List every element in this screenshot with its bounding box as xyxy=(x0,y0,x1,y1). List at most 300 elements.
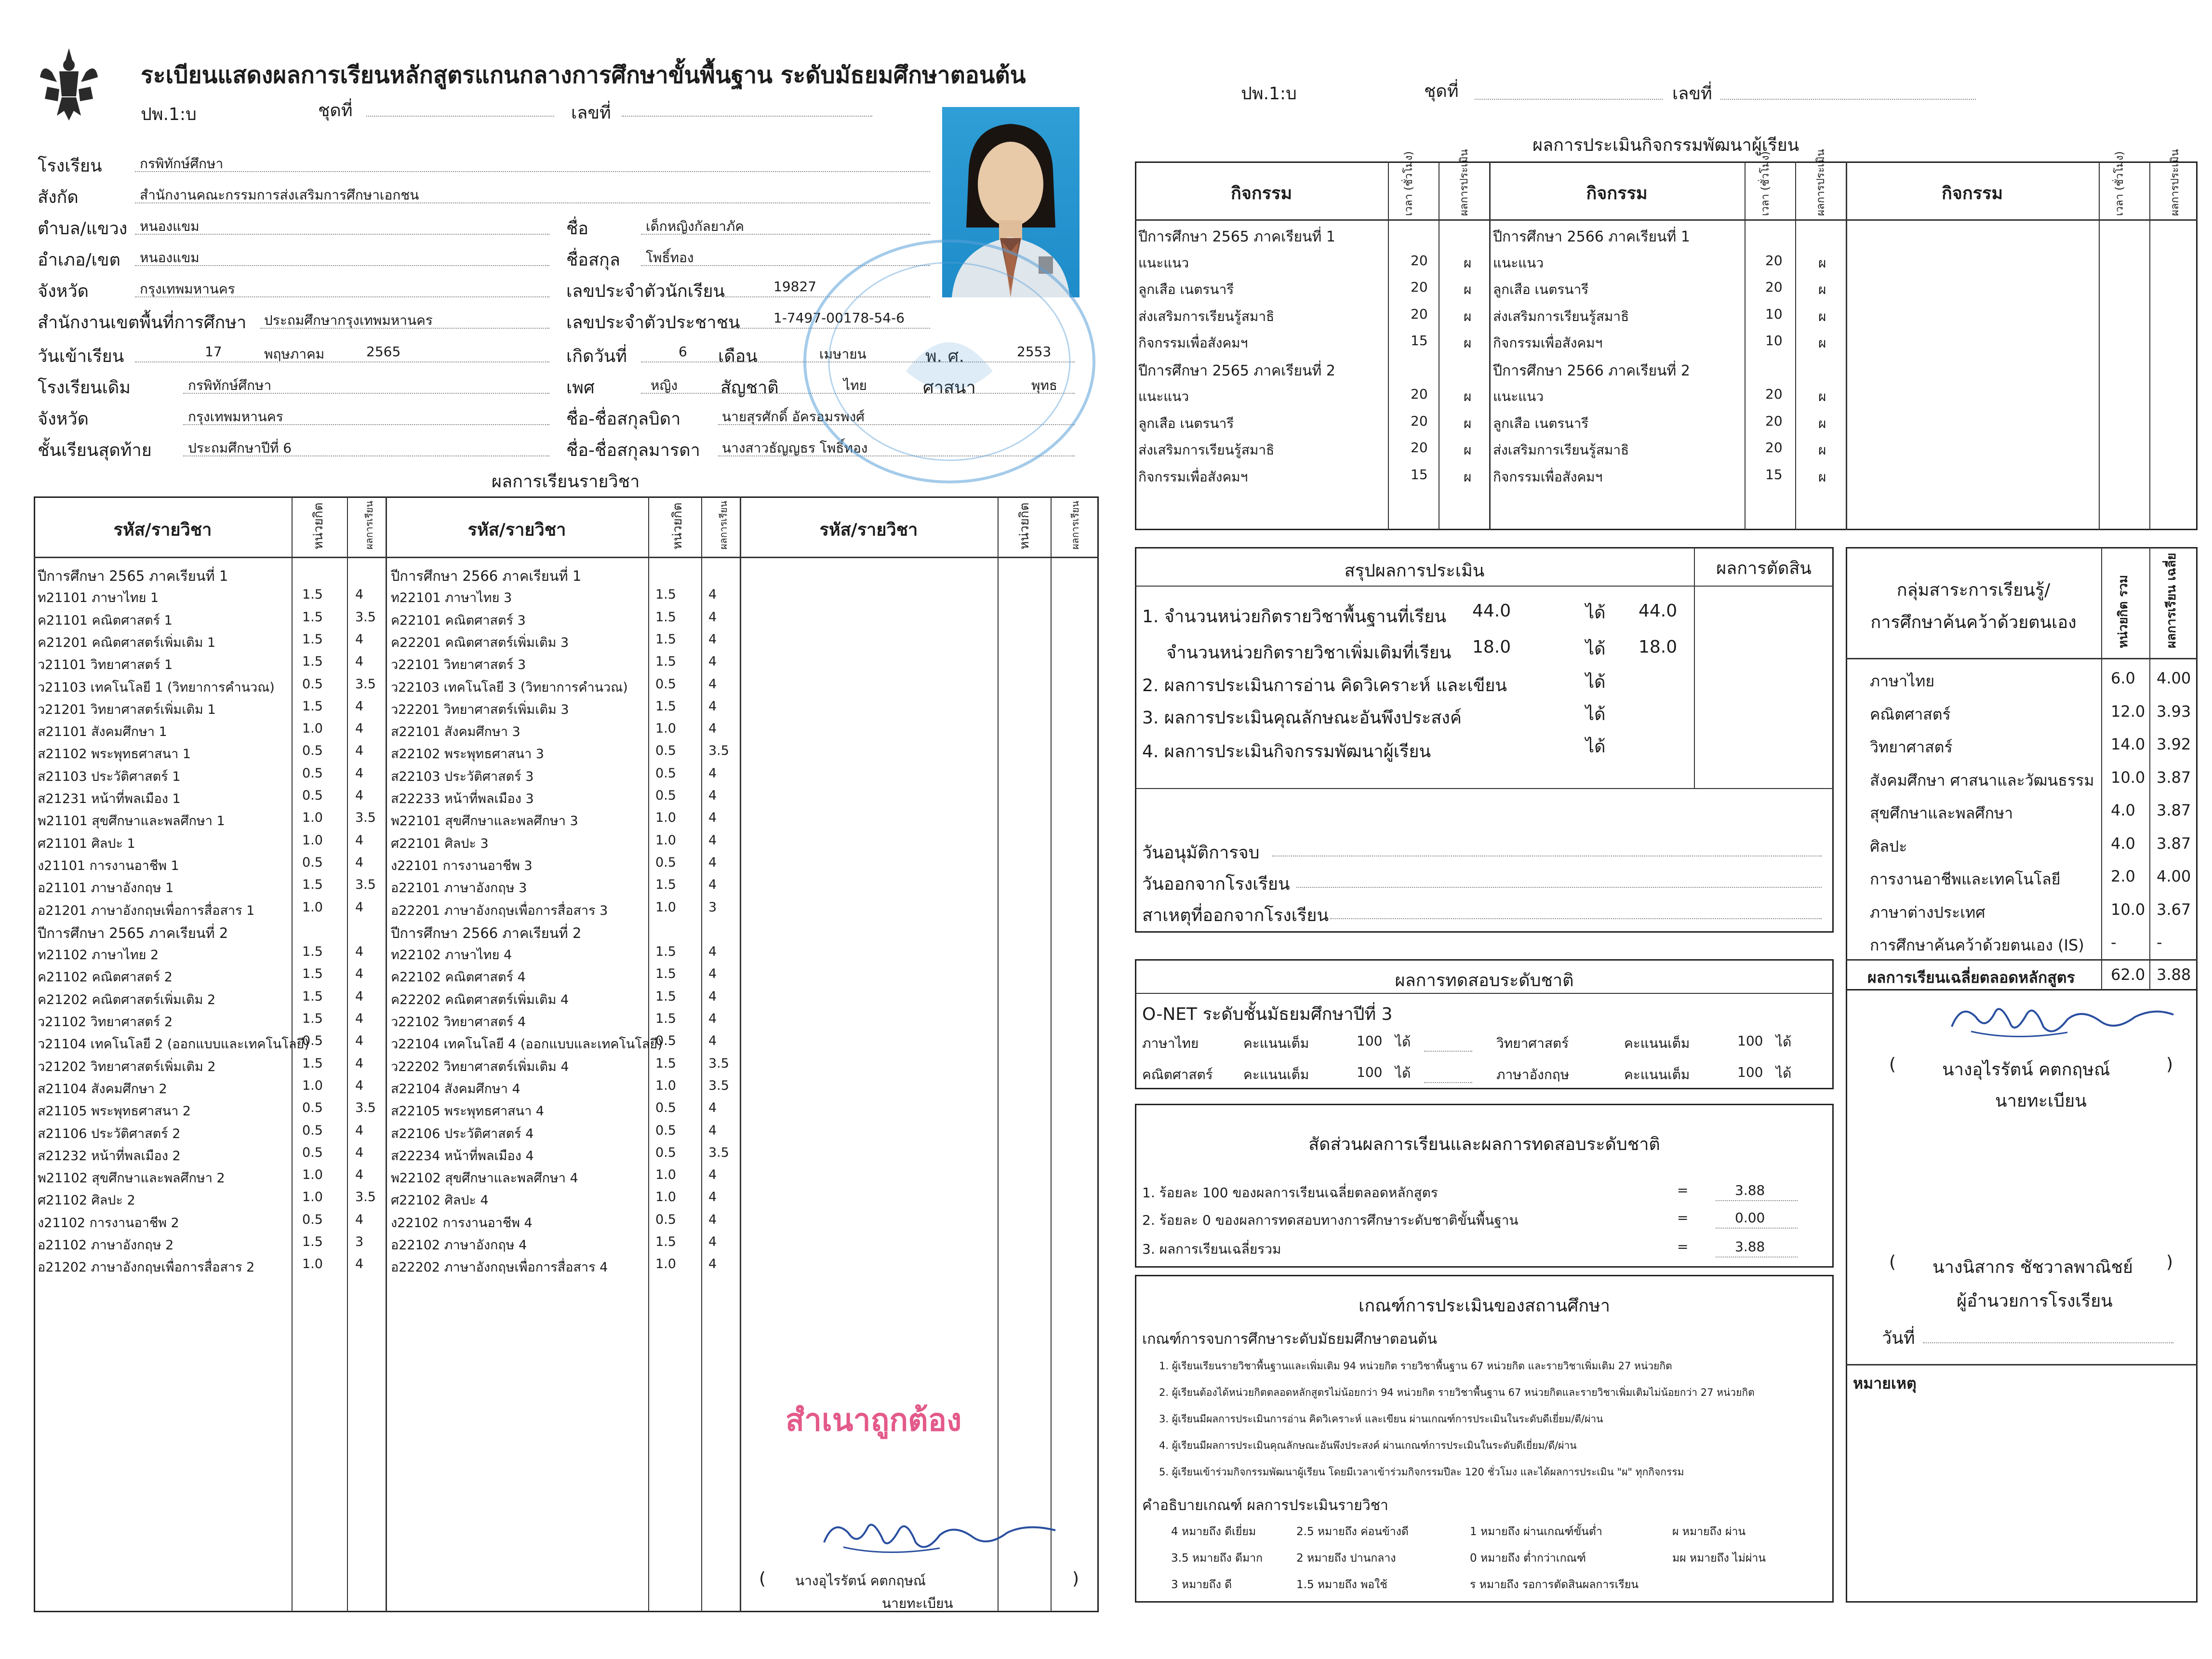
grade-credit: 0.5 xyxy=(302,1100,323,1116)
registrar-right-paren-left: ( xyxy=(1889,1055,1896,1074)
criteria-item: 4. ผู้เรียนมีผลการประเมินคุณลักษณะอันพึงประสงค์ ผ่านเกณฑ์การประเมินในระดับดีเยี่ยม/ดี/ผ่าน xyxy=(1159,1440,1577,1451)
grade-credit: 1.0 xyxy=(302,1167,323,1183)
grade-result: 4 xyxy=(708,877,717,893)
grade-credit: 1.5 xyxy=(655,631,676,647)
activity-hours: 20 xyxy=(1411,252,1428,268)
grade-subject: ส22234 หน้าที่พลเมือง 4 xyxy=(391,1148,534,1164)
grade-credit: 1.5 xyxy=(655,587,676,602)
grade-result: 3.5 xyxy=(708,1056,729,1071)
grade-result: 4 xyxy=(355,743,364,759)
grade-credit: 0.5 xyxy=(655,1100,676,1116)
activity-hours: 15 xyxy=(1411,466,1428,482)
grade-subject: พ21102 สุขศึกษาและพลศึกษา 2 xyxy=(38,1171,225,1186)
grade-subject: ส21103 ประวัติศาสตร์ 1 xyxy=(38,769,181,784)
grades-term-header: ปีการศึกษา 2566 ภาคเรียนที่ 2 xyxy=(391,924,582,941)
grade-credit: 1.0 xyxy=(302,832,323,848)
entry-year: 2565 xyxy=(366,344,401,360)
group-average: 3.87 xyxy=(2157,768,2191,787)
ratio-row-1-eq: = xyxy=(1677,1182,1689,1198)
grade-subject: ค22101 คณิตศาสตร์ 3 xyxy=(391,613,526,628)
director-paren-right: ) xyxy=(2166,1252,2173,1272)
legend-entry: 1.5 หมายถึง พอใช้ xyxy=(1296,1579,1387,1591)
onet-eng-got: ได้ xyxy=(1776,1065,1792,1081)
grade-subject: อ22101 ภาษาอังกฤษ 3 xyxy=(391,881,527,896)
activity-hours: 20 xyxy=(1411,386,1428,402)
onet-sci-full: 100 xyxy=(1737,1033,1763,1049)
activities-col-activity-3: กิจกรรม xyxy=(1941,184,2003,203)
group-credit: 12.0 xyxy=(2111,702,2145,721)
ratio-row-3: 3. ผลการเรียนเฉลี่ยรวม xyxy=(1142,1241,1281,1257)
sex-label: เพศ xyxy=(566,378,595,398)
grade-result: 4 xyxy=(355,944,364,960)
legend-title: คำอธิบายเกณฑ์ ผลการประเมินรายวิชา xyxy=(1142,1497,1388,1514)
grade-result: 4 xyxy=(355,966,364,982)
group-name: ภาษาไทย xyxy=(1870,672,1935,690)
grade-subject: พ22102 สุขศึกษาและพลศึกษา 4 xyxy=(391,1171,578,1186)
grade-credit: 1.5 xyxy=(655,698,676,714)
activity-hours: 20 xyxy=(1411,279,1428,295)
summary-row-3: 3. ผลการประเมินคุณลักษณะอันพึงประสงค์ xyxy=(1142,708,1462,728)
grade-result: 4 xyxy=(708,1190,717,1205)
grade-result: 4 xyxy=(355,989,364,1004)
grade-result: 3.5 xyxy=(355,1190,376,1205)
previous-province-value: กรุงเทพมหานคร xyxy=(188,409,283,425)
activity-result: ผ xyxy=(1464,415,1472,431)
grade-result: 4 xyxy=(355,1078,364,1093)
activity-name: ส่งเสริมการเรียนรู้สมาธิ xyxy=(1493,442,1629,458)
activity-term-header: ปีการศึกษา 2565 ภาคเรียนที่ 2 xyxy=(1138,362,1335,379)
summary-row-1-earned: 44.0 xyxy=(1639,601,1678,621)
activity-name: ส่งเสริมการเรียนรู้สมาธิ xyxy=(1138,308,1275,324)
school-label: โรงเรียน xyxy=(38,156,102,176)
grade-subject: อ21101 ภาษาอังกฤษ 1 xyxy=(38,881,174,896)
garuda-emblem-icon xyxy=(38,43,100,123)
activity-result: ผ xyxy=(1818,254,1826,271)
grades-col-subject-2: รหัส/รายวิชา xyxy=(467,520,566,540)
criteria-title: เกณฑ์การประเมินของสถานศึกษา xyxy=(1359,1296,1610,1316)
grade-credit: 1.0 xyxy=(655,1078,676,1093)
grade-result: 3.5 xyxy=(708,1145,729,1160)
group-credit: 10.0 xyxy=(2111,768,2145,787)
grades-col-credit-3: หน่วยกิต xyxy=(1017,502,1032,549)
grade-subject: อ21202 ภาษาอังกฤษเพื่อการสื่อสาร 2 xyxy=(38,1260,255,1275)
grade-credit: 1.5 xyxy=(655,1234,676,1249)
criteria-subtitle: เกณฑ์การจบการศึกษาระดับมัธยมศึกษาตอนต้น xyxy=(1142,1331,1437,1348)
grade-credit: 1.5 xyxy=(302,989,323,1004)
set-label: ชุดที่ xyxy=(318,101,353,120)
grade-result: 4 xyxy=(708,1212,717,1227)
last-grade-value: ประถมศึกษาปีที่ 6 xyxy=(188,440,292,456)
grade-credit: 1.5 xyxy=(302,877,323,893)
activities-title: ผลการประเมินกิจกรรมพัฒนาผู้เรียน xyxy=(1532,135,1799,155)
activities-col-activity-1: กิจกรรม xyxy=(1230,184,1293,203)
group-credit: 6.0 xyxy=(2111,669,2135,687)
grade-result: 4 xyxy=(355,587,364,602)
activity-name: ลูกเสือ เนตรนารี xyxy=(1493,281,1589,297)
birth-date-label: เกิดวันที่ xyxy=(566,347,627,366)
activity-result: ผ xyxy=(1818,468,1826,485)
previous-school-label: โรงเรียนเดิม xyxy=(38,378,131,398)
grade-subject: ว21201 วิทยาศาสตร์เพิ่มเติม 1 xyxy=(38,702,216,717)
grade-credit: 0.5 xyxy=(655,855,676,870)
surname-label: ชื่อสกุล xyxy=(566,250,620,270)
activity-hours: 20 xyxy=(1411,413,1428,429)
legend-entry: ร หมายถึง รอการตัดสินผลการเรียน xyxy=(1470,1579,1639,1591)
group-credit: 2.0 xyxy=(2111,867,2135,885)
criteria-item: 5. ผู้เรียนเข้าร่วมกิจกรรมพัฒนาผู้เรียน โดยมีเวลาเข้าร่วมกิจกรรมปีละ 120 ชั่วโมง และได้ผลการประเมิน "ผ" ทุกกิจกรรม xyxy=(1159,1466,1684,1478)
grade-result: 4 xyxy=(708,587,717,602)
grade-subject: ง21102 การงานอาชีพ 2 xyxy=(38,1215,179,1231)
group-credit: 4.0 xyxy=(2111,801,2135,819)
grade-credit: 0.5 xyxy=(655,1145,676,1160)
grades-col-subject-3: รหัส/รายวิชา xyxy=(819,520,918,540)
activity-result: ผ xyxy=(1818,335,1826,351)
grade-credit: 1.0 xyxy=(655,810,676,826)
grade-subject: ว22201 วิทยาศาสตร์เพิ่มเติม 3 xyxy=(391,702,569,717)
grade-subject: พ22101 สุขศึกษาและพลศึกษา 3 xyxy=(391,814,578,829)
grade-credit: 1.5 xyxy=(302,1011,323,1026)
grade-credit: 1.5 xyxy=(655,877,676,893)
province-value: กรุงเทพมหานคร xyxy=(140,281,235,297)
grade-subject: ค21202 คณิตศาสตร์เพิ่มเติม 2 xyxy=(38,992,216,1007)
grade-credit: 1.0 xyxy=(655,1257,676,1272)
summary-row-1x-got-label: ได้ xyxy=(1586,639,1606,659)
grade-result: 4 xyxy=(708,1167,717,1183)
grades-col-credit-2: หน่วยกิต xyxy=(670,502,685,549)
group-credit: - xyxy=(2111,933,2117,951)
ratio-title: สัดส่วนผลการเรียนและผลการทดสอบระดับชาติ xyxy=(1308,1135,1660,1154)
group-name: ศิลปะ xyxy=(1870,837,1907,856)
ratio-row-2-eq: = xyxy=(1677,1210,1689,1226)
activity-result: ผ xyxy=(1464,442,1472,458)
mother-value: นางสาวธัญญธร โพธิ์ทอง xyxy=(722,440,868,456)
activities-col-result-3: ผลการประเมิน xyxy=(2169,149,2181,216)
activity-result: ผ xyxy=(1464,335,1472,351)
nationality-value: ไทย xyxy=(843,377,867,393)
legend-entry: มผ หมายถึง ไม่ผ่าน xyxy=(1672,1552,1766,1565)
grade-result: 4 xyxy=(355,832,364,848)
grade-result: 4 xyxy=(355,788,364,803)
grade-subject: ส21105 พระพุทธศาสนา 2 xyxy=(38,1104,191,1119)
registrar-name-right: นางอุไรรัตน์ คตกฤษณ์ xyxy=(1942,1060,2110,1080)
activities-col-result-1: ผลการประเมิน xyxy=(1458,149,1470,216)
ratio-row-3-eq: = xyxy=(1677,1239,1689,1255)
summary-row-1-got-label: ได้ xyxy=(1586,603,1606,623)
activity-name: แนะแนว xyxy=(1493,388,1544,404)
activity-result: ผ xyxy=(1464,281,1472,297)
grades-table xyxy=(34,496,1099,1612)
grade-credit: 0.5 xyxy=(655,676,676,692)
grade-credit: 1.5 xyxy=(302,609,323,625)
subdistrict-value: หนองแขม xyxy=(140,218,200,234)
grades-term-header: ปีการศึกษา 2566 ภาคเรียนที่ 1 xyxy=(391,568,582,584)
grade-subject: ส22104 สังคมศึกษา 4 xyxy=(391,1081,520,1097)
ratio-row-3-value: 3.88 xyxy=(1735,1239,1765,1255)
grade-credit: 1.0 xyxy=(302,1190,323,1205)
grade-subject: ท21101 ภาษาไทย 1 xyxy=(38,590,159,606)
grade-result: 4 xyxy=(708,1257,717,1272)
entry-month: พฤษภาคม xyxy=(264,346,325,362)
registrar-signature-left xyxy=(814,1509,1065,1562)
grade-credit: 1.0 xyxy=(655,832,676,848)
previous-school-value: กรพิทักษ์ศึกษา xyxy=(188,377,272,393)
grades-term-header: ปีการศึกษา 2565 ภาคเรียนที่ 1 xyxy=(38,568,228,584)
grade-result: 4 xyxy=(708,855,717,870)
onet-math-full: 100 xyxy=(1357,1064,1383,1080)
grade-result: 4 xyxy=(355,631,364,647)
grade-result: 4 xyxy=(708,1123,717,1138)
grade-subject: ส21104 สังคมศึกษา 2 xyxy=(38,1081,167,1097)
activity-hours: 20 xyxy=(1765,279,1783,295)
grade-subject: ท21102 ภาษาไทย 2 xyxy=(38,948,159,963)
father-label: ชื่อ-ชื่อสกุลบิดา xyxy=(566,409,681,429)
grade-result: 4 xyxy=(355,721,364,736)
summary-row-3-got-label: ได้ xyxy=(1586,705,1606,724)
grade-credit: 1.0 xyxy=(655,1190,676,1205)
groups-total-label: ผลการเรียนเฉลี่ยตลอดหลักสูตร xyxy=(1867,968,2075,987)
activity-name: กิจกรรมเพื่อสังคมฯ xyxy=(1493,468,1603,485)
activity-result: ผ xyxy=(1818,442,1826,458)
onet-thai-full-label: คะแนนเต็ม xyxy=(1243,1035,1309,1051)
grade-subject: ท22102 ภาษาไทย 4 xyxy=(391,948,512,963)
grade-subject: ศ22102 ศิลปะ 4 xyxy=(391,1193,489,1208)
grade-result: 3 xyxy=(708,899,717,915)
onet-sci-got: ได้ xyxy=(1776,1034,1792,1050)
grade-result: 4 xyxy=(708,698,717,714)
grade-credit: 1.5 xyxy=(655,1056,676,1071)
grade-subject: ว21101 วิทยาศาสตร์ 1 xyxy=(38,657,173,673)
grade-result: 4 xyxy=(355,1145,364,1160)
citizen-id-value: 1-7497-00178-54-6 xyxy=(773,310,905,326)
activities-col-result-2: ผลการประเมิน xyxy=(1815,149,1827,216)
grade-result: 4 xyxy=(708,810,717,826)
grade-subject: ส22102 พระพุทธศาสนา 3 xyxy=(391,747,544,762)
grade-result: 4 xyxy=(708,944,717,960)
school-value: กรพิทักษ์ศึกษา xyxy=(140,156,224,172)
grade-credit: 0.5 xyxy=(655,765,676,781)
grades-section-title: ผลการเรียนรายวิชา xyxy=(492,472,640,492)
grade-result: 4 xyxy=(708,1100,717,1116)
onet-title: ผลการทดสอบระดับชาติ xyxy=(1395,971,1574,990)
ratio-row-2: 2. ร้อยละ 0 ของผลการทดสอบทางการศึกษาระดับชาติขั้นพื้นฐาน xyxy=(1142,1212,1519,1228)
grade-result: 4 xyxy=(708,788,717,803)
registrar-role-left: นายทะเบียน xyxy=(882,1595,953,1611)
set-label-right: ชุดที่ xyxy=(1424,81,1459,101)
grade-subject: ศ22101 ศิลปะ 3 xyxy=(391,836,489,851)
grade-subject: ว22104 เทคโนโลยี 4 (ออกแบบและเทคโนโลยี) xyxy=(391,1037,663,1052)
activity-result: ผ xyxy=(1818,415,1826,431)
grade-result: 3.5 xyxy=(355,609,376,625)
groups-title-2: การศึกษาค้นคว้าด้วยตนเอง xyxy=(1870,613,2077,632)
activities-col-time-2: เวลา (ชั่วโมง) xyxy=(1759,151,1772,216)
group-average: 3.67 xyxy=(2157,900,2191,919)
grades-col-result-3: ผลการเรียน xyxy=(1069,500,1081,549)
activities-table xyxy=(1135,161,2198,530)
grade-credit: 0.5 xyxy=(302,1033,323,1049)
grade-subject: อ21201 ภาษาอังกฤษเพื่อการสื่อสาร 1 xyxy=(38,903,255,918)
activity-result: ผ xyxy=(1464,308,1472,324)
legend-entry: 2.5 หมายถึง ค่อนข้างดี xyxy=(1296,1525,1409,1538)
grade-result: 3.5 xyxy=(355,877,376,893)
group-average: 3.92 xyxy=(2157,735,2191,753)
activity-result: ผ xyxy=(1818,308,1826,324)
activity-name: ลูกเสือ เนตรนารี xyxy=(1493,415,1589,431)
onet-eng-full: 100 xyxy=(1737,1064,1763,1080)
religion-label: ศาสนา xyxy=(923,378,976,398)
activity-result: ผ xyxy=(1818,281,1826,297)
remarks-label: หมายเหตุ xyxy=(1853,1374,1917,1392)
citizen-id-label: เลขประจำตัวประชาชน xyxy=(566,313,740,333)
grade-result: 4 xyxy=(708,1011,717,1026)
group-name: การงานอาชีพและเทคโนโลยี xyxy=(1870,870,2061,888)
ratio-row-1: 1. ร้อยละ 100 ของผลการเรียนเฉลี่ยตลอดหลักสูตร xyxy=(1142,1185,1438,1201)
registrar-paren-right: ) xyxy=(1072,1569,1079,1589)
onet-sci-label: วิทยาศาสตร์ xyxy=(1496,1035,1569,1051)
leave-reason-label: สาเหตุที่ออกจากโรงเรียน xyxy=(1142,906,1329,925)
grade-subject: ว21202 วิทยาศาสตร์เพิ่มเติม 2 xyxy=(38,1059,216,1074)
grade-subject: ว22102 วิทยาศาสตร์ 4 xyxy=(391,1015,526,1030)
province-label: จังหวัด xyxy=(38,281,89,301)
summary-title: สรุปผลการประเมิน xyxy=(1344,561,1485,581)
director-role: ผู้อำนวยการโรงเรียน xyxy=(1957,1291,2113,1311)
grade-credit: 1.5 xyxy=(655,654,676,669)
onet-math-full-label: คะแนนเต็ม xyxy=(1243,1067,1309,1083)
activity-hours: 10 xyxy=(1765,333,1783,348)
grade-subject: ว22202 วิทยาศาสตร์เพิ่มเติม 4 xyxy=(391,1059,569,1074)
grade-result: 4 xyxy=(708,654,717,669)
legend-entry: 3 หมายถึง ดี xyxy=(1171,1579,1232,1591)
activity-name: ส่งเสริมการเรียนรู้สมาธิ xyxy=(1493,308,1629,324)
onet-thai-label: ภาษาไทย xyxy=(1142,1035,1199,1051)
legend-entry: ผ หมายถึง ผ่าน xyxy=(1672,1525,1746,1538)
affiliation-value: สำนักงานคณะกรรมการส่งเสริมการศึกษาเอกชน xyxy=(140,187,419,203)
grade-result: 3.5 xyxy=(355,676,376,692)
grade-result: 4 xyxy=(355,765,364,781)
grade-subject: ว21103 เทคโนโลยี 1 (วิทยาการคำนวณ) xyxy=(38,680,275,695)
activity-name: แนะแนว xyxy=(1138,254,1189,271)
number-label: เลขที่ xyxy=(571,103,611,123)
grade-credit: 1.5 xyxy=(302,587,323,602)
activity-hours: 20 xyxy=(1765,440,1783,455)
director-name: นางนิสากร ชัชวาลพาณิชย์ xyxy=(1932,1258,2133,1277)
criteria-item: 3. ผู้เรียนมีผลการประเมินการอ่าน คิดวิเคราะห์ และเขียน ผ่านเกณฑ์การประเมินในระดับดีเยี่ยม/ดี/ผ่าน xyxy=(1159,1413,1603,1425)
onet-thai-full: 100 xyxy=(1357,1033,1383,1049)
district-value: หนองแขม xyxy=(140,250,200,266)
birth-day: 6 xyxy=(679,344,687,360)
grade-result: 4 xyxy=(355,654,364,669)
group-name: วิทยาศาสตร์ xyxy=(1870,738,1953,756)
grade-result: 3.5 xyxy=(708,743,729,759)
grade-credit: 1.0 xyxy=(302,1078,323,1093)
grade-subject: ส21101 สังคมศึกษา 1 xyxy=(38,724,167,740)
grades-col-subject-1: รหัส/รายวิชา xyxy=(113,520,212,540)
grade-credit: 0.5 xyxy=(655,1212,676,1227)
groups-total-avg: 3.88 xyxy=(2157,965,2191,984)
summary-decision-header: ผลการตัดสิน xyxy=(1716,559,1812,578)
grades-col-result-2: ผลการเรียน xyxy=(718,500,729,549)
grade-credit: 0.5 xyxy=(655,1033,676,1049)
grade-credit: 1.5 xyxy=(302,966,323,982)
grade-subject: ค22202 คณิตศาสตร์เพิ่มเติม 4 xyxy=(391,992,569,1007)
activity-hours: 15 xyxy=(1411,333,1428,348)
grade-result: 3 xyxy=(355,1234,364,1249)
document-title: ระเบียนแสดงผลการเรียนหลักสูตรแกนกลางการศึกษาขั้นพื้นฐาน ระดับมัธยมศึกษาตอนต้น xyxy=(141,62,1026,89)
grade-result: 4 xyxy=(355,1011,364,1026)
grade-result: 4 xyxy=(355,899,364,915)
grade-subject: ส21102 พระพุทธศาสนา 1 xyxy=(38,747,191,762)
activity-term-header: ปีการศึกษา 2565 ภาคเรียนที่ 1 xyxy=(1138,228,1335,245)
grade-subject: ค21102 คณิตศาสตร์ 2 xyxy=(38,970,173,985)
summary-row-1x-enrolled: 18.0 xyxy=(1472,637,1511,657)
birth-year-label: พ. ศ. xyxy=(925,347,964,366)
grade-credit: 0.5 xyxy=(302,788,323,803)
group-name: คณิตศาสตร์ xyxy=(1870,705,1951,723)
summary-row-1: 1. จำนวนหน่วยกิตรายวิชาพื้นฐานที่เรียน xyxy=(1142,607,1446,627)
grade-credit: 1.5 xyxy=(655,989,676,1004)
grades-col-credit-1: หน่วยกิต xyxy=(311,502,326,549)
groups-total-credit: 62.0 xyxy=(2111,965,2145,984)
grade-credit: 1.5 xyxy=(302,1234,323,1249)
group-average: 3.87 xyxy=(2157,834,2191,853)
ratio-row-1-value: 3.88 xyxy=(1735,1182,1765,1198)
onet-thai-got: ได้ xyxy=(1395,1034,1411,1050)
grade-subject: ง22101 การงานอาชีพ 3 xyxy=(391,858,533,873)
grade-subject: ค22102 คณิตศาสตร์ 4 xyxy=(391,970,526,985)
summary-row-1x-earned: 18.0 xyxy=(1639,637,1678,657)
grade-result: 4 xyxy=(355,1033,364,1049)
legend-entry: 0 หมายถึง ต่ำกว่าเกณฑ์ xyxy=(1470,1552,1586,1565)
activity-hours: 20 xyxy=(1411,440,1428,455)
grade-result: 4 xyxy=(708,832,717,848)
group-credit: 10.0 xyxy=(2111,900,2145,919)
grade-subject: ส22103 ประวัติศาสตร์ 3 xyxy=(391,769,534,784)
graduation-date-label: วันอนุมัติการจบ xyxy=(1142,843,1260,863)
summary-row-1-enrolled: 44.0 xyxy=(1472,601,1511,621)
activity-name: ลูกเสือ เนตรนารี xyxy=(1138,415,1234,431)
form-code-right: ปพ.1:บ xyxy=(1241,84,1297,104)
grade-result: 4 xyxy=(355,1212,364,1227)
registrar-role-right: นายทะเบียน xyxy=(1995,1091,2087,1111)
legend-entry: 3.5 หมายถึง ดีมาก xyxy=(1171,1552,1263,1565)
grade-credit: 0.5 xyxy=(302,1212,323,1227)
activity-name: ส่งเสริมการเรียนรู้สมาธิ xyxy=(1138,442,1275,458)
activity-name: แนะแนว xyxy=(1493,254,1544,271)
grade-credit: 1.0 xyxy=(655,899,676,915)
grades-col-result-1: ผลการเรียน xyxy=(363,500,375,549)
legend-entry: 4 หมายถึง ดีเยี่ยม xyxy=(1171,1525,1256,1538)
group-name: ภาษาต่างประเทศ xyxy=(1870,903,1985,922)
criteria-item: 2. ผู้เรียนต้องได้หน่วยกิตตลอดหลักสูตรไม่น้อยกว่า 94 หน่วยกิต รายวิชาพื้นฐาน 67 หน่วยกิตและรายวิชาเพิ่มเติมไม่น้อยกว่า 27 หน่วยกิต xyxy=(1159,1387,1755,1398)
activity-result: ผ xyxy=(1464,254,1472,271)
activity-name: กิจกรรมเพื่อสังคมฯ xyxy=(1493,335,1603,351)
grade-result: 3.5 xyxy=(355,810,376,826)
summary-row-4-got-label: ได้ xyxy=(1586,737,1606,757)
grade-credit: 1.5 xyxy=(655,609,676,625)
activity-name: กิจกรรมเพื่อสังคมฯ xyxy=(1138,468,1248,485)
grade-credit: 1.0 xyxy=(302,899,323,915)
grade-subject: ว21102 วิทยาศาสตร์ 2 xyxy=(38,1015,173,1030)
grade-credit: 1.5 xyxy=(655,966,676,982)
groups-col-credit: หน่วยกิต รวม xyxy=(2116,575,2131,648)
activity-result: ผ xyxy=(1818,388,1826,404)
group-average: - xyxy=(2157,933,2162,951)
onet-eng-label: ภาษาอังกฤษ xyxy=(1496,1067,1570,1083)
grade-subject: อ22102 ภาษาอังกฤษ 4 xyxy=(391,1238,527,1253)
grade-credit: 0.5 xyxy=(302,1123,323,1138)
grade-subject: ส22106 ประวัติศาสตร์ 4 xyxy=(391,1126,534,1141)
previous-province-label: จังหวัด xyxy=(38,409,89,429)
activity-hours: 20 xyxy=(1765,252,1783,268)
